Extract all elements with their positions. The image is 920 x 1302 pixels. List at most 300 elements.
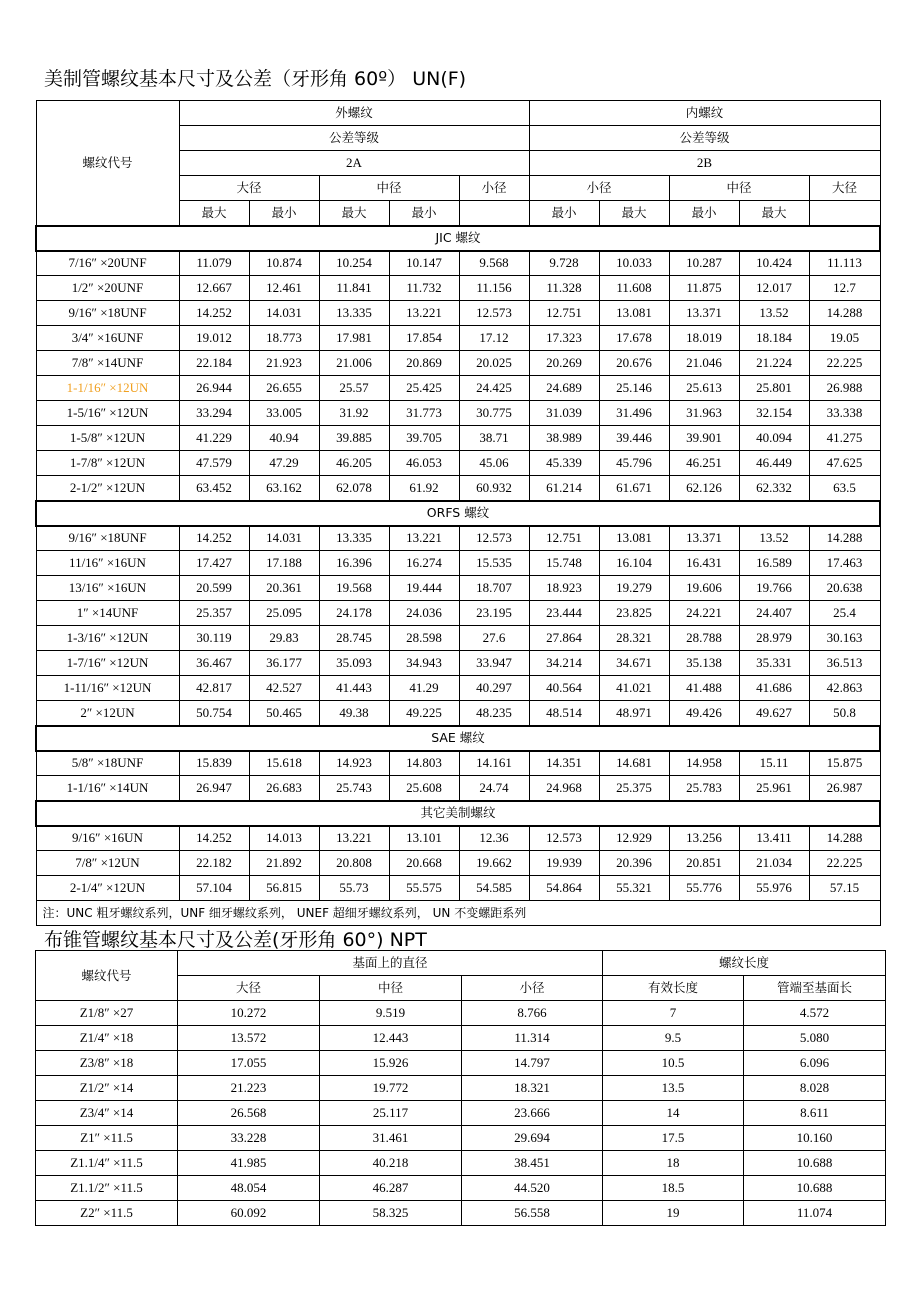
table-row bbox=[36, 851, 880, 876]
value-cell: 28.788 bbox=[669, 626, 739, 651]
value-cell: 11.875 bbox=[669, 276, 739, 301]
value-cell: 40.094 bbox=[739, 426, 809, 451]
effective-length-header: 有效长度 bbox=[603, 976, 744, 1001]
value-cell: 41.985 bbox=[178, 1151, 320, 1176]
value-cell: 24.74 bbox=[459, 776, 529, 801]
value-cell: 41.021 bbox=[599, 676, 669, 701]
value-cell: 42.817 bbox=[179, 676, 249, 701]
value-cell: 50.754 bbox=[179, 701, 249, 726]
value-cell: 23.195 bbox=[459, 601, 529, 626]
value-cell: 46.449 bbox=[739, 451, 809, 476]
value-cell: 20.869 bbox=[389, 351, 459, 376]
value-cell: 11.074 bbox=[744, 1201, 886, 1226]
thread-code-header: 螺纹代号 bbox=[36, 101, 179, 226]
table-note: 注：UNC 粗牙螺纹系列，UNF 细牙螺纹系列， UNEF 超细牙螺纹系列， UN 不变螺距系列 bbox=[36, 901, 880, 926]
value-cell: 13.221 bbox=[319, 826, 389, 851]
table-row bbox=[36, 676, 880, 701]
thread-code-cell: 11/16″ ×16UN bbox=[36, 551, 179, 576]
value-cell: 56.815 bbox=[249, 876, 319, 901]
value-cell: 10.874 bbox=[249, 251, 319, 276]
thread-code-cell: Z1.1/4″ ×11.5 bbox=[36, 1151, 178, 1176]
value-cell: 41.275 bbox=[809, 426, 880, 451]
table-row bbox=[36, 426, 880, 451]
value-cell: 45.339 bbox=[529, 451, 599, 476]
value-cell: 18.923 bbox=[529, 576, 599, 601]
value-cell: 17.5 bbox=[603, 1126, 744, 1151]
value-cell: 61.214 bbox=[529, 476, 599, 501]
value-cell: 11.113 bbox=[809, 251, 880, 276]
value-cell: 41.443 bbox=[319, 676, 389, 701]
value-cell: 13.371 bbox=[669, 526, 739, 551]
value-cell: 18.773 bbox=[249, 326, 319, 351]
value-cell: 11.079 bbox=[179, 251, 249, 276]
value-cell: 25.146 bbox=[599, 376, 669, 401]
table-row bbox=[36, 776, 880, 801]
value-cell: 6.096 bbox=[744, 1051, 886, 1076]
value-cell: 21.224 bbox=[739, 351, 809, 376]
value-cell: 28.979 bbox=[739, 626, 809, 651]
value-cell: 28.745 bbox=[319, 626, 389, 651]
value-cell: 20.851 bbox=[669, 851, 739, 876]
value-cell: 8.611 bbox=[744, 1101, 886, 1126]
minor-diameter-header: 小径 bbox=[529, 176, 669, 201]
value-cell: 20.808 bbox=[319, 851, 389, 876]
value-cell: 14.797 bbox=[462, 1051, 603, 1076]
value-cell: 24.968 bbox=[529, 776, 599, 801]
value-cell: 24.425 bbox=[459, 376, 529, 401]
section-header-row bbox=[36, 501, 880, 526]
empty-cell bbox=[459, 201, 529, 226]
value-cell: 19.606 bbox=[669, 576, 739, 601]
value-cell: 20.638 bbox=[809, 576, 880, 601]
value-cell: 23.666 bbox=[462, 1101, 603, 1126]
value-cell: 55.776 bbox=[669, 876, 739, 901]
table-row bbox=[36, 401, 880, 426]
value-cell: 13.221 bbox=[389, 301, 459, 326]
value-cell: 26.987 bbox=[809, 776, 880, 801]
table-row bbox=[36, 651, 880, 676]
value-cell: 50.465 bbox=[249, 701, 319, 726]
value-cell: 46.251 bbox=[669, 451, 739, 476]
value-cell: 47.579 bbox=[179, 451, 249, 476]
max-header: 最大 bbox=[739, 201, 809, 226]
value-cell: 10.688 bbox=[744, 1176, 886, 1201]
section-title: 布锥管螺纹基本尺寸及公差(牙形角 60°) NPT bbox=[44, 929, 427, 951]
value-cell: 12.7 bbox=[809, 276, 880, 301]
value-cell: 25.608 bbox=[389, 776, 459, 801]
max-header: 最大 bbox=[319, 201, 389, 226]
value-cell: 25.425 bbox=[389, 376, 459, 401]
value-cell: 55.321 bbox=[599, 876, 669, 901]
value-cell: 12.443 bbox=[320, 1026, 462, 1051]
table-row bbox=[36, 701, 880, 726]
value-cell: 13.52 bbox=[739, 526, 809, 551]
value-cell: 27.864 bbox=[529, 626, 599, 651]
table-row bbox=[36, 1076, 886, 1101]
value-cell: 31.773 bbox=[389, 401, 459, 426]
table-row bbox=[36, 626, 880, 651]
value-cell: 41.488 bbox=[669, 676, 739, 701]
pipe-end-to-base-length-header: 管端至基面长 bbox=[744, 976, 886, 1001]
value-cell: 18.019 bbox=[669, 326, 739, 351]
value-cell: 25.117 bbox=[320, 1101, 462, 1126]
value-cell: 17.055 bbox=[178, 1051, 320, 1076]
table-row bbox=[36, 351, 880, 376]
value-cell: 16.104 bbox=[599, 551, 669, 576]
value-cell: 31.039 bbox=[529, 401, 599, 426]
max-header: 最大 bbox=[599, 201, 669, 226]
value-cell: 31.92 bbox=[319, 401, 389, 426]
max-header: 最大 bbox=[179, 201, 249, 226]
value-cell: 12.573 bbox=[529, 826, 599, 851]
major-diameter-header: 大径 bbox=[179, 176, 319, 201]
value-cell: 39.901 bbox=[669, 426, 739, 451]
value-cell: 63.162 bbox=[249, 476, 319, 501]
value-cell: 16.396 bbox=[319, 551, 389, 576]
value-cell: 48.235 bbox=[459, 701, 529, 726]
value-cell: 25.783 bbox=[669, 776, 739, 801]
value-cell: 12.667 bbox=[179, 276, 249, 301]
table-row bbox=[36, 451, 880, 476]
table-row bbox=[36, 1101, 886, 1126]
value-cell: 60.932 bbox=[459, 476, 529, 501]
pitch-diameter-header: 中径 bbox=[320, 976, 462, 1001]
section-title-cell: 其它美制螺纹 bbox=[36, 801, 880, 826]
value-cell: 29.694 bbox=[462, 1126, 603, 1151]
value-cell: 45.796 bbox=[599, 451, 669, 476]
external-thread-header: 外螺纹 bbox=[179, 101, 529, 126]
value-cell: 31.461 bbox=[320, 1126, 462, 1151]
value-cell: 39.446 bbox=[599, 426, 669, 451]
table-row bbox=[36, 251, 880, 276]
value-cell: 21.223 bbox=[178, 1076, 320, 1101]
table-row bbox=[36, 276, 880, 301]
value-cell: 17.463 bbox=[809, 551, 880, 576]
value-cell: 21.892 bbox=[249, 851, 319, 876]
value-cell: 12.461 bbox=[249, 276, 319, 301]
pitch-diameter-header: 中径 bbox=[319, 176, 459, 201]
value-cell: 36.467 bbox=[179, 651, 249, 676]
value-cell: 19.772 bbox=[320, 1076, 462, 1101]
value-cell: 32.154 bbox=[739, 401, 809, 426]
value-cell: 13.52 bbox=[739, 301, 809, 326]
value-cell: 26.568 bbox=[178, 1101, 320, 1126]
grade-2a-header: 2A bbox=[179, 151, 529, 176]
table-row bbox=[36, 526, 880, 551]
value-cell: 26.947 bbox=[179, 776, 249, 801]
value-cell: 45.06 bbox=[459, 451, 529, 476]
npt-thread-table bbox=[35, 950, 886, 1226]
value-cell: 21.046 bbox=[669, 351, 739, 376]
page-title: 美制管螺纹基本尺寸及公差（牙形角 60º） UN(F) bbox=[44, 68, 467, 90]
value-cell: 49.627 bbox=[739, 701, 809, 726]
value-cell: 5.080 bbox=[744, 1026, 886, 1051]
value-cell: 23.444 bbox=[529, 601, 599, 626]
value-cell: 10.160 bbox=[744, 1126, 886, 1151]
value-cell: 46.053 bbox=[389, 451, 459, 476]
section-title-cell: ORFS 螺纹 bbox=[36, 501, 880, 526]
value-cell: 10.5 bbox=[603, 1051, 744, 1076]
table-row bbox=[36, 751, 880, 776]
value-cell: 48.054 bbox=[178, 1176, 320, 1201]
value-cell: 18.707 bbox=[459, 576, 529, 601]
value-cell: 14.681 bbox=[599, 751, 669, 776]
section-title-cell: JIC 螺纹 bbox=[36, 226, 880, 251]
value-cell: 14.252 bbox=[179, 301, 249, 326]
value-cell: 36.513 bbox=[809, 651, 880, 676]
value-cell: 44.520 bbox=[462, 1176, 603, 1201]
pitch-diameter-header: 中径 bbox=[669, 176, 809, 201]
value-cell: 38.71 bbox=[459, 426, 529, 451]
value-cell: 18.5 bbox=[603, 1176, 744, 1201]
value-cell: 33.338 bbox=[809, 401, 880, 426]
value-cell: 14.351 bbox=[529, 751, 599, 776]
table-row bbox=[36, 376, 880, 401]
value-cell: 13.081 bbox=[599, 301, 669, 326]
value-cell: 55.73 bbox=[319, 876, 389, 901]
value-cell: 13.335 bbox=[319, 526, 389, 551]
value-cell: 10.033 bbox=[599, 251, 669, 276]
value-cell: 50.8 bbox=[809, 701, 880, 726]
min-header: 最小 bbox=[669, 201, 739, 226]
thread-code-cell: Z3/8″ ×18 bbox=[36, 1051, 178, 1076]
min-header: 最小 bbox=[529, 201, 599, 226]
value-cell: 11.328 bbox=[529, 276, 599, 301]
value-cell: 46.205 bbox=[319, 451, 389, 476]
table-row bbox=[36, 1126, 886, 1151]
value-cell: 26.655 bbox=[249, 376, 319, 401]
value-cell: 39.885 bbox=[319, 426, 389, 451]
value-cell: 22.182 bbox=[179, 851, 249, 876]
value-cell: 12.36 bbox=[459, 826, 529, 851]
thread-code-cell: Z1″ ×11.5 bbox=[36, 1126, 178, 1151]
section-header-row bbox=[36, 801, 880, 826]
value-cell: 15.926 bbox=[320, 1051, 462, 1076]
value-cell: 15.839 bbox=[179, 751, 249, 776]
value-cell: 10.424 bbox=[739, 251, 809, 276]
thread-code-cell: Z1/4″ ×18 bbox=[36, 1026, 178, 1051]
thread-code-cell: 3/4″ ×16UNF bbox=[36, 326, 179, 351]
value-cell: 13.221 bbox=[389, 526, 459, 551]
value-cell: 13.572 bbox=[178, 1026, 320, 1051]
value-cell: 26.683 bbox=[249, 776, 319, 801]
value-cell: 11.314 bbox=[462, 1026, 603, 1051]
value-cell: 41.229 bbox=[179, 426, 249, 451]
value-cell: 24.407 bbox=[739, 601, 809, 626]
section-title-cell: SAE 螺纹 bbox=[36, 726, 880, 751]
value-cell: 61.92 bbox=[389, 476, 459, 501]
section-header-row bbox=[36, 226, 880, 251]
thread-code-cell: 1-7/16″ ×12UN bbox=[36, 651, 179, 676]
value-cell: 19.568 bbox=[319, 576, 389, 601]
value-cell: 19.662 bbox=[459, 851, 529, 876]
value-cell: 20.361 bbox=[249, 576, 319, 601]
value-cell: 17.678 bbox=[599, 326, 669, 351]
table-row bbox=[36, 551, 880, 576]
table-row bbox=[36, 1051, 886, 1076]
value-cell: 31.496 bbox=[599, 401, 669, 426]
thread-code-cell: 1-5/8″ ×12UN bbox=[36, 426, 179, 451]
value-cell: 33.294 bbox=[179, 401, 249, 426]
value-cell: 18.184 bbox=[739, 326, 809, 351]
value-cell: 42.863 bbox=[809, 676, 880, 701]
value-cell: 24.036 bbox=[389, 601, 459, 626]
value-cell: 58.325 bbox=[320, 1201, 462, 1226]
value-cell: 40.297 bbox=[459, 676, 529, 701]
value-cell: 22.225 bbox=[809, 351, 880, 376]
thread-code-cell: 2-1/2″ ×12UN bbox=[36, 476, 179, 501]
value-cell: 61.671 bbox=[599, 476, 669, 501]
value-cell: 62.332 bbox=[739, 476, 809, 501]
table-row bbox=[36, 326, 880, 351]
table-row bbox=[36, 576, 880, 601]
table-row bbox=[36, 1026, 886, 1051]
value-cell: 19.279 bbox=[599, 576, 669, 601]
base-plane-diameter-header: 基面上的直径 bbox=[178, 951, 603, 976]
value-cell: 35.138 bbox=[669, 651, 739, 676]
table-row bbox=[36, 1001, 886, 1026]
thread-code-cell: 5/8″ ×18UNF bbox=[36, 751, 179, 776]
major-diameter-header: 大径 bbox=[809, 176, 880, 201]
value-cell: 18 bbox=[603, 1151, 744, 1176]
value-cell: 13.081 bbox=[599, 526, 669, 551]
thread-code-cell: 1-1/16″ ×12UN bbox=[36, 376, 179, 401]
thread-code-cell: 13/16″ ×16UN bbox=[36, 576, 179, 601]
thread-length-header: 螺纹长度 bbox=[603, 951, 886, 976]
value-cell: 34.671 bbox=[599, 651, 669, 676]
value-cell: 47.29 bbox=[249, 451, 319, 476]
min-header: 最小 bbox=[389, 201, 459, 226]
value-cell: 17.427 bbox=[179, 551, 249, 576]
thread-code-cell: 1-5/16″ ×12UN bbox=[36, 401, 179, 426]
thread-code-cell: 9/16″ ×18UNF bbox=[36, 526, 179, 551]
value-cell: 63.5 bbox=[809, 476, 880, 501]
value-cell: 14.803 bbox=[389, 751, 459, 776]
thread-code-cell: 1″ ×14UNF bbox=[36, 601, 179, 626]
value-cell: 14.031 bbox=[249, 301, 319, 326]
thread-code-cell: Z1.1/2″ ×11.5 bbox=[36, 1176, 178, 1201]
value-cell: 41.29 bbox=[389, 676, 459, 701]
minor-diameter-header: 小径 bbox=[462, 976, 603, 1001]
value-cell: 9.568 bbox=[459, 251, 529, 276]
value-cell: 46.287 bbox=[320, 1176, 462, 1201]
thread-code-cell: Z1/8″ ×27 bbox=[36, 1001, 178, 1026]
table-row bbox=[36, 601, 880, 626]
value-cell: 24.689 bbox=[529, 376, 599, 401]
table-row bbox=[36, 876, 880, 901]
thread-code-cell: Z2″ ×11.5 bbox=[36, 1201, 178, 1226]
value-cell: 41.686 bbox=[739, 676, 809, 701]
value-cell: 18.321 bbox=[462, 1076, 603, 1101]
value-cell: 48.514 bbox=[529, 701, 599, 726]
value-cell: 17.981 bbox=[319, 326, 389, 351]
value-cell: 40.94 bbox=[249, 426, 319, 451]
value-cell: 15.11 bbox=[739, 751, 809, 776]
value-cell: 48.971 bbox=[599, 701, 669, 726]
value-cell: 14.958 bbox=[669, 751, 739, 776]
value-cell: 13.5 bbox=[603, 1076, 744, 1101]
value-cell: 23.825 bbox=[599, 601, 669, 626]
value-cell: 62.126 bbox=[669, 476, 739, 501]
thread-code-cell: 1-7/8″ ×12UN bbox=[36, 451, 179, 476]
un-thread-table-body bbox=[36, 101, 880, 926]
value-cell: 16.274 bbox=[389, 551, 459, 576]
value-cell: 20.668 bbox=[389, 851, 459, 876]
thread-code-cell: 1-11/16″ ×12UN bbox=[36, 676, 179, 701]
value-cell: 13.371 bbox=[669, 301, 739, 326]
value-cell: 22.225 bbox=[809, 851, 880, 876]
thread-code-cell: 2″ ×12UN bbox=[36, 701, 179, 726]
min-header: 最小 bbox=[249, 201, 319, 226]
value-cell: 63.452 bbox=[179, 476, 249, 501]
value-cell: 19.05 bbox=[809, 326, 880, 351]
value-cell: 10.147 bbox=[389, 251, 459, 276]
value-cell: 9.728 bbox=[529, 251, 599, 276]
thread-code-cell: 2-1/4″ ×12UN bbox=[36, 876, 179, 901]
value-cell: 16.589 bbox=[739, 551, 809, 576]
value-cell: 20.396 bbox=[599, 851, 669, 876]
value-cell: 16.431 bbox=[669, 551, 739, 576]
value-cell: 17.854 bbox=[389, 326, 459, 351]
note-row bbox=[36, 901, 880, 926]
value-cell: 47.625 bbox=[809, 451, 880, 476]
empty-cell bbox=[809, 201, 880, 226]
value-cell: 14.288 bbox=[809, 526, 880, 551]
value-cell: 12.573 bbox=[459, 526, 529, 551]
value-cell: 57.104 bbox=[179, 876, 249, 901]
value-cell: 12.017 bbox=[739, 276, 809, 301]
table-row bbox=[36, 826, 880, 851]
value-cell: 11.732 bbox=[389, 276, 459, 301]
value-cell: 4.572 bbox=[744, 1001, 886, 1026]
section-header-row bbox=[36, 726, 880, 751]
table-row bbox=[36, 301, 880, 326]
value-cell: 10.254 bbox=[319, 251, 389, 276]
value-cell: 13.411 bbox=[739, 826, 809, 851]
table-row bbox=[36, 476, 880, 501]
value-cell: 19.939 bbox=[529, 851, 599, 876]
value-cell: 11.608 bbox=[599, 276, 669, 301]
value-cell: 35.093 bbox=[319, 651, 389, 676]
value-cell: 55.976 bbox=[739, 876, 809, 901]
value-cell: 25.961 bbox=[739, 776, 809, 801]
value-cell: 8.028 bbox=[744, 1076, 886, 1101]
value-cell: 9.519 bbox=[320, 1001, 462, 1026]
value-cell: 42.527 bbox=[249, 676, 319, 701]
value-cell: 33.005 bbox=[249, 401, 319, 426]
thread-code-cell: 7/8″ ×12UN bbox=[36, 851, 179, 876]
value-cell: 14 bbox=[603, 1101, 744, 1126]
value-cell: 15.875 bbox=[809, 751, 880, 776]
value-cell: 14.031 bbox=[249, 526, 319, 551]
value-cell: 14.288 bbox=[809, 826, 880, 851]
value-cell: 20.025 bbox=[459, 351, 529, 376]
value-cell: 30.119 bbox=[179, 626, 249, 651]
value-cell: 55.575 bbox=[389, 876, 459, 901]
value-cell: 14.252 bbox=[179, 826, 249, 851]
value-cell: 39.705 bbox=[389, 426, 459, 451]
tolerance-grade-header: 公差等级 bbox=[179, 126, 529, 151]
thread-code-cell: 1-1/16″ ×14UN bbox=[36, 776, 179, 801]
value-cell: 25.57 bbox=[319, 376, 389, 401]
value-cell: 40.218 bbox=[320, 1151, 462, 1176]
value-cell: 38.451 bbox=[462, 1151, 603, 1176]
internal-thread-header: 内螺纹 bbox=[529, 101, 880, 126]
value-cell: 28.598 bbox=[389, 626, 459, 651]
value-cell: 17.323 bbox=[529, 326, 599, 351]
value-cell: 12.929 bbox=[599, 826, 669, 851]
value-cell: 29.83 bbox=[249, 626, 319, 651]
